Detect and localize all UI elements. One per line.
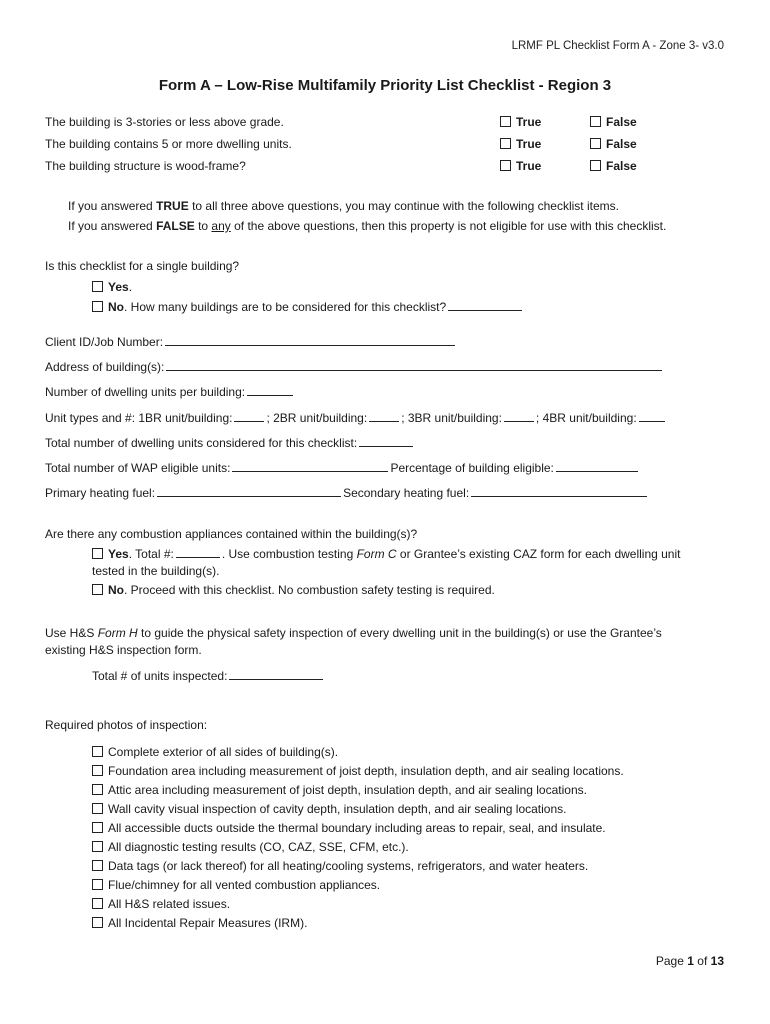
- checkbox-icon[interactable]: [92, 765, 103, 776]
- checkbox-icon[interactable]: [500, 160, 511, 171]
- checkbox-icon[interactable]: [92, 281, 103, 292]
- photo-item[interactable]: All Incidental Repair Measures (IRM).: [92, 916, 307, 930]
- photo-item[interactable]: Complete exterior of all sides of building(s).: [92, 745, 338, 759]
- q2-true-option[interactable]: True: [500, 137, 541, 151]
- units-per-building-row: Number of dwelling units per building:: [45, 384, 295, 399]
- building-count-field[interactable]: [448, 299, 522, 311]
- unit-2br-field[interactable]: [369, 410, 399, 422]
- address-row: Address of building(s):: [45, 359, 664, 374]
- checkbox-icon[interactable]: [590, 116, 601, 127]
- checkbox-icon[interactable]: [92, 860, 103, 871]
- total-units-field[interactable]: [359, 435, 413, 447]
- photo-item[interactable]: All accessible ducts outside the thermal boundary including areas to repair, seal, and insulate.: [92, 821, 606, 835]
- single-building-no-option[interactable]: No. How many buildings are to be considered for this checklist?: [92, 299, 524, 314]
- photo-item[interactable]: Wall cavity visual inspection of cavity depth, insulation depth, and air sealing locations.: [92, 802, 566, 816]
- units-inspected-row: Total # of units inspected:: [92, 668, 325, 683]
- combustion-question: Are there any combustion appliances contained within the building(s)?: [45, 527, 418, 541]
- eligibility-question-3: The building structure is wood-frame?: [45, 159, 246, 173]
- wap-eligible-row: Total number of WAP eligible units: Percentage of building eligible:: [45, 460, 640, 475]
- checkbox-icon[interactable]: [92, 784, 103, 795]
- photo-item[interactable]: All diagnostic testing results (CO, CAZ, SSE, CFM, etc.).: [92, 840, 409, 854]
- unit-3br-field[interactable]: [504, 410, 534, 422]
- checkbox-icon[interactable]: [590, 160, 601, 171]
- units-per-building-field[interactable]: [247, 384, 293, 396]
- photo-item[interactable]: Flue/chimney for all vented combustion appliances.: [92, 878, 380, 892]
- checkbox-icon[interactable]: [92, 917, 103, 928]
- checkbox-icon[interactable]: [92, 898, 103, 909]
- q1-false-option[interactable]: False: [590, 115, 637, 129]
- eligibility-question-2: The building contains 5 or more dwelling units.: [45, 137, 292, 151]
- checkbox-icon[interactable]: [92, 841, 103, 852]
- eligibility-question-1: The building is 3-stories or less above grade.: [45, 115, 284, 129]
- checkbox-icon[interactable]: [590, 138, 601, 149]
- photo-item[interactable]: Foundation area including measurement of joist depth, insulation depth, and air sealing locations.: [92, 764, 624, 778]
- wap-eligible-field[interactable]: [232, 460, 388, 472]
- q3-false-option[interactable]: False: [590, 159, 637, 173]
- client-id-row: Client ID/Job Number:: [45, 334, 457, 349]
- checkbox-icon[interactable]: [92, 822, 103, 833]
- eligibility-note-true: If you answered TRUE to all three above questions, you may continue with the following checklist items.: [68, 199, 619, 213]
- unit-1br-field[interactable]: [234, 410, 264, 422]
- checkbox-icon[interactable]: [92, 879, 103, 890]
- photo-item[interactable]: Attic area including measurement of joist depth, insulation depth, and air sealing locations.: [92, 783, 587, 797]
- checkbox-icon[interactable]: [92, 803, 103, 814]
- address-field[interactable]: [166, 359, 662, 371]
- page-title: Form A – Low-Rise Multifamily Priority List Checklist - Region 3: [158, 77, 612, 94]
- combustion-total-field[interactable]: [176, 546, 220, 558]
- q2-false-option[interactable]: False: [590, 137, 637, 151]
- checkbox-icon[interactable]: [500, 116, 511, 127]
- hs-instruction-line1: Use H&S Form H to guide the physical safety inspection of every dwelling unit in the building(s) or use the Grantee’s: [45, 626, 662, 640]
- secondary-fuel-field[interactable]: [471, 485, 647, 497]
- combustion-yes-option[interactable]: Yes. Total #: . Use combustion testing Form C or Grantee’s existing CAZ form for each dwelling unit: [92, 546, 680, 561]
- unit-types-row: Unit types and #: 1BR unit/building: ; 2BR unit/building: ; 3BR unit/building: ; 4BR unit/building:: [45, 410, 667, 425]
- q3-true-option[interactable]: True: [500, 159, 541, 173]
- q1-true-option[interactable]: True: [500, 115, 541, 129]
- checkbox-icon[interactable]: [92, 548, 103, 559]
- photo-item[interactable]: Data tags (or lack thereof) for all heating/cooling systems, refrigerators, and water heaters.: [92, 859, 588, 873]
- hs-instruction-line2: existing H&S inspection form.: [45, 643, 202, 657]
- total-units-row: Total number of dwelling units considered for this checklist:: [45, 435, 415, 450]
- form-id-header: LRMF PL Checklist Form A - Zone 3- v3.0: [511, 40, 724, 52]
- combustion-no-option[interactable]: No. Proceed with this checklist. No combustion safety testing is required.: [92, 583, 495, 597]
- eligibility-note-false: If you answered FALSE to any of the above questions, then this property is not eligible for use with this checklist.: [68, 219, 667, 233]
- page-number: Page 1 of 13: [655, 954, 724, 968]
- heating-fuel-row: Primary heating fuel: Secondary heating fuel:: [45, 485, 649, 500]
- single-building-yes-option[interactable]: Yes.: [92, 280, 132, 294]
- single-building-question: Is this checklist for a single building?: [45, 259, 240, 273]
- primary-fuel-field[interactable]: [157, 485, 341, 497]
- checkbox-icon[interactable]: [92, 301, 103, 312]
- pct-eligible-field[interactable]: [556, 460, 638, 472]
- checkbox-icon[interactable]: [500, 138, 511, 149]
- unit-4br-field[interactable]: [639, 410, 665, 422]
- client-id-field[interactable]: [165, 334, 455, 346]
- units-inspected-field[interactable]: [229, 668, 323, 680]
- photo-item[interactable]: All H&S related issues.: [92, 897, 230, 911]
- combustion-yes-line2: tested in the building(s).: [92, 564, 220, 578]
- checkbox-icon[interactable]: [92, 584, 103, 595]
- photos-heading: Required photos of inspection:: [45, 718, 208, 732]
- checkbox-icon[interactable]: [92, 746, 103, 757]
